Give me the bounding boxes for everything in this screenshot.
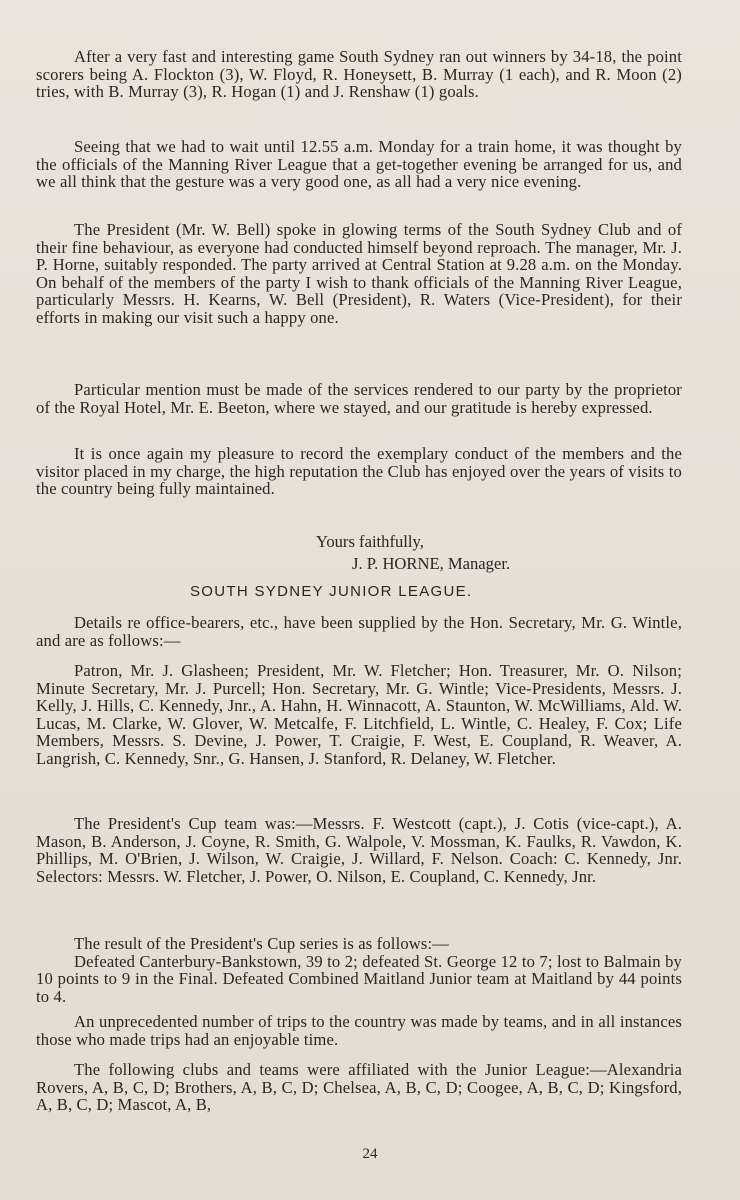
office-bearers-intro-paragraph: Details re office-bearers, etc., have been supplied by the Hon. Secretary, Mr. G. Wintle, and are as follows:— [36, 613, 682, 650]
presidents-cup-results [36, 935, 682, 1005]
page-number: 24 [362, 1146, 378, 1162]
get-together-paragraph: Seeing that we had to wait until 12.55 a.m. Monday for a train home, it was thought by the officials of the Manning River League that a get-together evening be arranged for us, and we all think that the gesture was a very good one, as all had a very nice evening. [36, 137, 682, 192]
signature-line: J. P. HORNE, Manager. [352, 553, 511, 573]
letter-signoff [316, 533, 676, 572]
country-trips-paragraph: An unprecedented number of trips to the country was made by teams, and in all instances those who made trips had an enjoyable time. [36, 1012, 682, 1049]
section-heading: SOUTH SYDNEY JUNIOR LEAGUE. [190, 583, 473, 600]
office-bearers-list-paragraph: Patron, Mr. J. Glasheen; President, Mr. W. Fletcher; Hon. Treasurer, Mr. O. Nilson; Minute Secretary, Mr. J. Purcell; Hon. Secretary, Mr. G. Wintle; Vice-Presidents, Messrs. J. Kelly, J. Hills, C. Kennedy, Jnr., A. Hahn, H. Winnacott, A. Staunton, W. McWilliams, Ald. W. Lucas, M. Clarke, W. Glover, W. Metcalfe, F. Litchfield, L. Wintle, C. Healey, F. Cox; Life Members, Messrs. S. Devine, J. Power, T. Craigie, F. West, E. Coupland, R. Weaver, A. Langrish, C. Kennedy, Snr., G. Hansen, J. Stanford, R. Delaney, W. Fletcher. [36, 661, 682, 768]
results-intro-line: The result of the President's Cup series is as follows:— [74, 934, 450, 953]
president-speech-paragraph: The President (Mr. W. Bell) spoke in glowing terms of the South Sydney Club and of their fine behaviour, as everyone had conducted himself beyond reproach. The manager, Mr. J. P. Horne, suitably responded. The party arrived at Central Station at 9.28 a.m. on the Monday. On behalf of the members of the party I wish to thank officials of the Manning River League, particularly Messrs. H. Kearns, W. Bell (President), R. Waters (Vice-President), for their efforts in making our visit such a happy one. [36, 220, 682, 327]
conduct-paragraph: It is once again my pleasure to record the exemplary conduct of the members and the visitor placed in my charge, the high reputation the Club has enjoyed over the years of visits to the country being fully maintained. [36, 444, 682, 499]
affiliated-clubs-paragraph: The following clubs and teams were affiliated with the Junior League:—Alexandria Rovers, A, B, C, D; Brothers, A, B, C, D; Chelsea, A, B, C, D; Coogee, A, B, C, D; Kingsford, A, B, C, D; Mascot, A, B, [36, 1060, 682, 1115]
closing-line: Yours faithfully, [316, 532, 424, 551]
match-report-paragraph: After a very fast and interesting game South Sydney ran out winners by 34-18, the point scorers being A. Flockton (3), W. Floyd, R. Honeysett, B. Murray (1 each), and R. Moon (2) tries, with B. Murray (3), R. Hogan (1) and J. Renshaw (1) goals. [36, 47, 682, 102]
presidents-cup-team-paragraph: The President's Cup team was:—Messrs. F. Westcott (capt.), J. Cotis (vice-capt.), A. Mason, B. Anderson, J. Coyne, R. Smith, G. Walpole, V. Mossman, K. Faulks, R. Vawdon, K. Phillips, M. O'Brien, J. Wilson, W. Craigie, J. Willard, F. Nelson. Coach: C. Kennedy, Jnr. Selectors: Messrs. W. Fletcher, J. Power, O. Nilson, E. Coupland, C. Kennedy, Jnr. [36, 814, 682, 886]
royal-hotel-paragraph: Particular mention must be made of the services rendered to our party by the proprietor of the Royal Hotel, Mr. E. Beeton, where we stayed, and our gratitude is hereby expressed. [36, 380, 682, 417]
results-body: Defeated Canterbury-Bankstown, 39 to 2; defeated St. George 12 to 7; lost to Balmain by 10 points to 9 in the Final. Defeated Combined Maitland Junior team at Maitland by 44 points to 4. [36, 951, 682, 1006]
